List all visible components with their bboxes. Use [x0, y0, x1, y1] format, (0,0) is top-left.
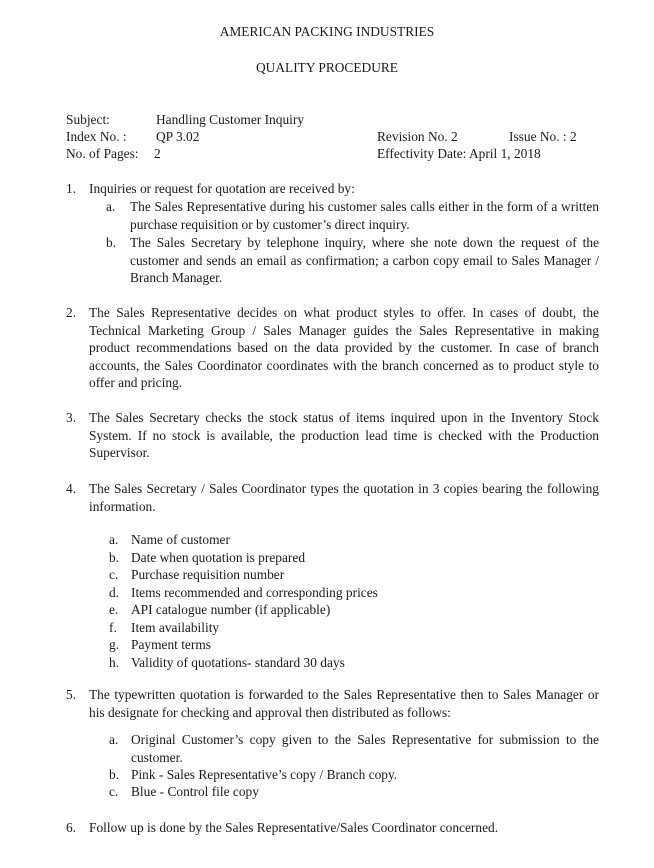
pages-value: 2	[154, 146, 161, 161]
list-item	[109, 636, 378, 654]
subitem-letter: b.	[109, 767, 120, 782]
item-letter: c.	[109, 567, 119, 582]
subitem-text: The Sales Secretary by telephone inquiry, where she note down the request of the customer and sends an email as confirmation; a carbon copy email to Sales Manager / Branch Manager.	[130, 235, 599, 285]
pages-label: No. of Pages:	[66, 146, 139, 161]
list-item	[109, 566, 378, 584]
index-value: QP 3.02	[156, 129, 200, 144]
step-text: The Sales Secretary / Sales Coordinator types the quotation in 3 copies bearing the following information.	[89, 481, 599, 514]
item-text: API catalogue number (if applicable)	[131, 602, 331, 617]
subitem-text: Blue - Control file copy	[131, 784, 259, 799]
subject-value: Handling Customer Inquiry	[156, 112, 305, 127]
step-text: Inquiries or request for quotation are received by:	[89, 181, 355, 196]
list-item	[109, 619, 378, 637]
list-item	[109, 601, 378, 619]
step-number: 5.	[66, 687, 77, 702]
step-number: 6.	[66, 820, 77, 835]
step-text: Follow up is done by the Sales Representative/Sales Coordinator concerned.	[89, 820, 499, 835]
subitem-letter: a.	[109, 732, 119, 747]
item-text: Name of customer	[131, 532, 230, 547]
item-text: Payment terms	[131, 637, 211, 652]
list-item	[109, 549, 378, 567]
item-text: Purchase requisition number	[131, 567, 285, 582]
item-letter: h.	[109, 654, 120, 670]
item-letter: e.	[109, 602, 119, 617]
issue-number: Issue No. : 2	[509, 129, 577, 144]
subitem-text: The Sales Representative during his customer sales calls either in the form of a written purchase requisition or by customer’s direct inquiry.	[130, 199, 599, 232]
item-text: Item availability	[131, 619, 220, 635]
step-text: The Sales Representative decides on what product styles to offer. In cases of doubt, the Technical Marketing Group / Sales Manager guides the Sales Representative in making product recommendations based on the data provided by the customer. In case of branch accounts, the Sales Coordinator coordinates with the branch concerned as to product style to offer and pricing.	[89, 305, 599, 390]
step-text: The typewritten quotation is forwarded to the Sales Representative then to Sales Manager or his designate for checking and approval then distributed as follows:	[89, 687, 599, 720]
company-name: AMERICAN PACKING INDUSTRIES	[219, 24, 435, 39]
item-text: Validity of quotations- standard 30 days	[131, 654, 345, 670]
item-text: Items recommended and corresponding prices	[131, 584, 378, 600]
subitem-letter: c.	[109, 784, 119, 799]
revision-number: Revision No. 2	[377, 129, 458, 144]
list-item	[109, 531, 378, 549]
step-number: 4.	[66, 481, 77, 496]
item-letter: g.	[109, 637, 120, 652]
info-list	[109, 531, 378, 671]
step-text: The Sales Secretary checks the stock status of items inquired upon in the Inventory Stock System. If no stock is available, the production lead time is checked with the Production Supervisor.	[89, 410, 599, 460]
subitem-letter: a.	[106, 199, 116, 214]
document-type: QUALITY PROCEDURE	[256, 60, 398, 75]
item-letter: d.	[109, 584, 120, 600]
step-number: 3.	[66, 410, 77, 425]
index-label: Index No. :	[66, 129, 127, 144]
list-item	[109, 654, 378, 672]
item-letter: b.	[109, 549, 120, 565]
list-item	[109, 584, 378, 602]
effectivity-date: Effectivity Date: April 1, 2018	[377, 146, 541, 161]
subitem-text: Original Customer’s copy given to the Sales Representative for submission to the customer.	[131, 732, 599, 765]
item-letter: a.	[109, 532, 119, 547]
item-text: Date when quotation is prepared	[131, 549, 306, 565]
subitem-letter: b.	[106, 235, 117, 250]
subject-label: Subject:	[66, 112, 110, 127]
step-number: 2.	[66, 305, 77, 320]
subitem-text: Pink - Sales Representative’s copy / Branch copy.	[131, 767, 398, 782]
item-letter: f.	[109, 619, 117, 635]
step-number: 1.	[66, 181, 77, 196]
